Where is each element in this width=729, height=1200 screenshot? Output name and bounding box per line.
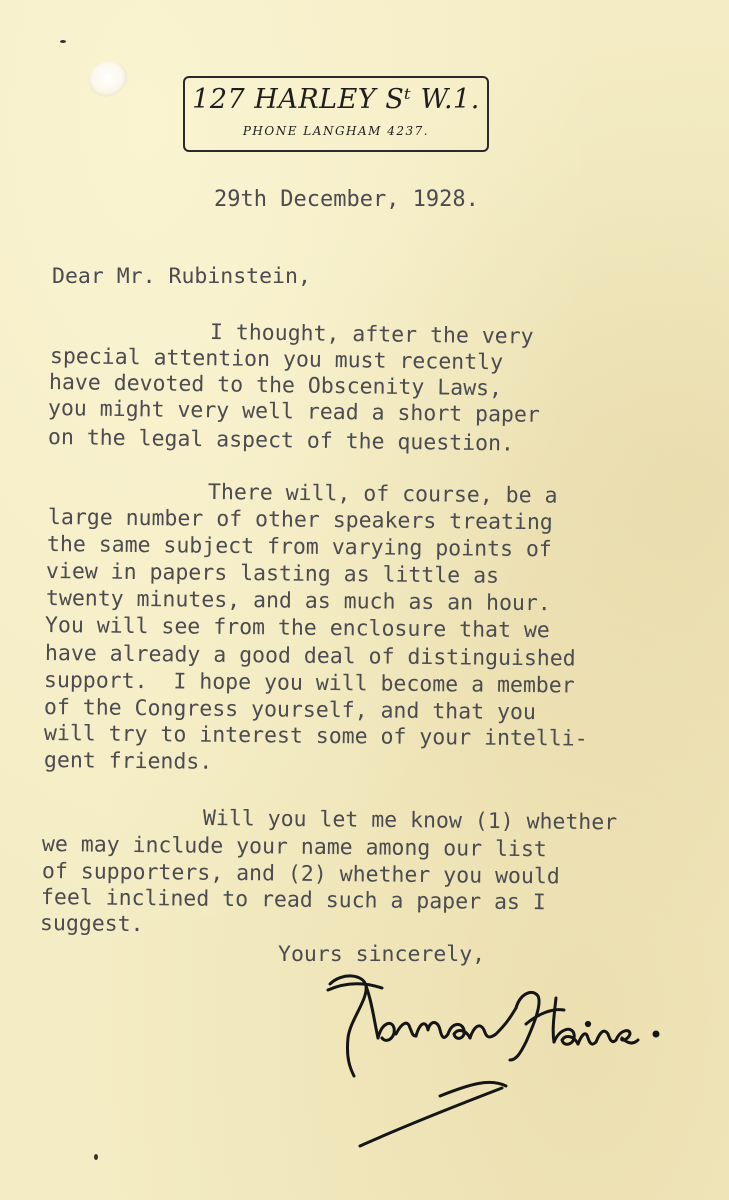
- signature-image: [320, 968, 680, 1168]
- paragraph-2-line: have already a good deal of distinguished: [44, 641, 576, 672]
- paragraph-1-line: special attention you must recently: [49, 344, 504, 376]
- letterhead: [183, 76, 489, 152]
- paragraph-3-line: of supporters, and (2) whether you would: [41, 859, 560, 890]
- paragraph-2-line: support. I hope you will become a member: [43, 668, 575, 699]
- ink-speck: [94, 1154, 98, 1160]
- paragraph-2-line: view in papers lasting as little as: [45, 559, 500, 589]
- closing: Yours sincerely,: [278, 942, 486, 967]
- paragraph-1-line: on the legal aspect of the question.: [47, 425, 515, 457]
- paragraph-2-line: will try to interest some of your intelli-: [43, 721, 588, 752]
- signature: [320, 968, 680, 1168]
- paragraph-3-line: we may include your name among our list: [41, 832, 547, 863]
- letterhead-address: 127 HARLEY Sᵗ W.1.: [192, 84, 480, 115]
- paragraph-2-line: the same subject from varying points of: [46, 532, 552, 563]
- paragraph-2-line: There will, of course, be a: [207, 480, 558, 509]
- paragraph-2-line: twenty minutes, and as much as an hour.: [45, 586, 551, 617]
- paragraph-1-line: you might very well read a short paper: [47, 396, 541, 428]
- paragraph-1-line: have devoted to the Obscenity Laws,: [48, 370, 503, 402]
- paragraph-3-line: Will you let me know (1) whether: [202, 806, 618, 836]
- paragraph-1-line: I thought, after the very: [209, 320, 534, 350]
- paragraph-2-line: You will see from the enclosure that we: [44, 613, 550, 644]
- punch-hole: [83, 55, 134, 103]
- ink-speck: [60, 40, 66, 43]
- paragraph-3-line: feel inclined to read such a paper as I: [40, 885, 546, 916]
- letterhead-phone: PHONE LANGHAM 4237.: [242, 124, 430, 138]
- paragraph-2-line: large number of other speakers treating: [47, 505, 553, 536]
- paragraph-2-line: gent friends.: [43, 748, 213, 775]
- paragraph-2-line: of the Congress yourself, and that you: [43, 695, 536, 726]
- salutation: Dear Mr. Rubinstein,: [52, 264, 311, 289]
- paragraph-3-line: suggest.: [39, 911, 144, 938]
- letter-date: 29th December, 1928.: [214, 187, 479, 212]
